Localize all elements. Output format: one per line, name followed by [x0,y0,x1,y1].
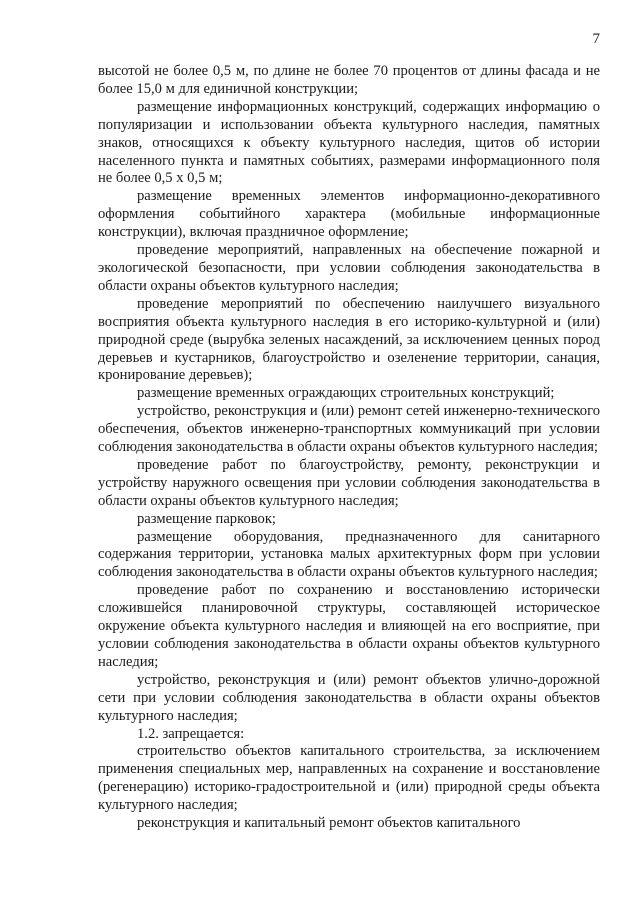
paragraph-capital-construction: строительство объектов капитального строительства, за исключением применения специальных мер, направленных на сохранение и восстановление (регенерацию) историко-градостроительной и (или) природной среды объекта культурного наследия; [98,743,600,814]
paragraph-info-constructions: размещение информационных конструкций, содержащих информацию о популяризации и использовании объекта культурного наследия, памятных знаков, относящихся к объекту культурного наследия, щитов об истории населенного пункта и памятных событиях, размерами информационного поля не более 0,5 х 0,5 м; [98,98,600,187]
paragraph-continuation: высотой не более 0,5 м, по длине не более 70 процентов от длины фасада и не более 15,0 м для единичной конструкции; [98,63,600,97]
paragraph-engineering-networks: устройство, реконструкция и (или) ремонт сетей инженерно-технического обеспечения, объектов инженерно-транспортных коммуникаций при условии соблюдения законодательства в области охраны объектов культурного наследия; [98,403,600,456]
paragraph-outdoor-lighting: проведение работ по благоустройству, ремонту, реконструкции и устройству наружного освещения при условии соблюдения законодательства в области охраны объектов культурного наследия; [98,456,600,509]
paragraph-reconstruction: реконструкция и капитальный ремонт объектов капитального [137,815,521,832]
paragraph-sanitary-equipment: размещение оборудования, предназначенного для санитарного содержания территории, установка малых архитектурных форм при условии соблюдения законодательства в области охраны объектов культурного наследия; [98,528,600,581]
paragraph-decorative-elements: размещение временных элементов информационно-декоративного оформления событийного характера (мобильные информационные конструкции), включая праздничное оформление; [98,188,600,241]
paragraph-planning-structure: проведение работ по сохранению и восстановлению исторически сложившейся планировочной структуры, составляющей историческое окружение объекта культурного наследия и влияющей на его восприятие, при условии соблюдения законодательства в области охраны объектов культурного наследия; [98,582,600,670]
paragraph-temporary-fencing: размещение временных ограждающих строительных конструкций; [137,385,555,402]
paragraph-parking: размещение парковок; [137,510,276,527]
page-number: 7 [592,31,600,47]
paragraph-fire-safety: проведение мероприятий, направленных на обеспечение пожарной и экологической безопасности, при условии соблюдения законодательства в области охраны объектов культурного наследия; [98,242,600,294]
paragraph-road-network: устройство, реконструкция и (или) ремонт объектов улично-дорожной сети при условии соблюдения законодательства в области охраны объектов культурного наследия; [98,671,600,724]
document-body [98,63,600,833]
paragraph-visual-perception: проведение мероприятий по обеспечению наилучшего визуального восприятия объекта культурного наследия в его историко-культурной и (или) природной среде (вырубка зеленых насаждений, за исключением ценных пород деревьев и кустарников, благоустройство и озеленение территории, санация, кронирование деревьев); [98,295,600,384]
section-heading-prohibited: 1.2. запрещается: [137,725,245,742]
